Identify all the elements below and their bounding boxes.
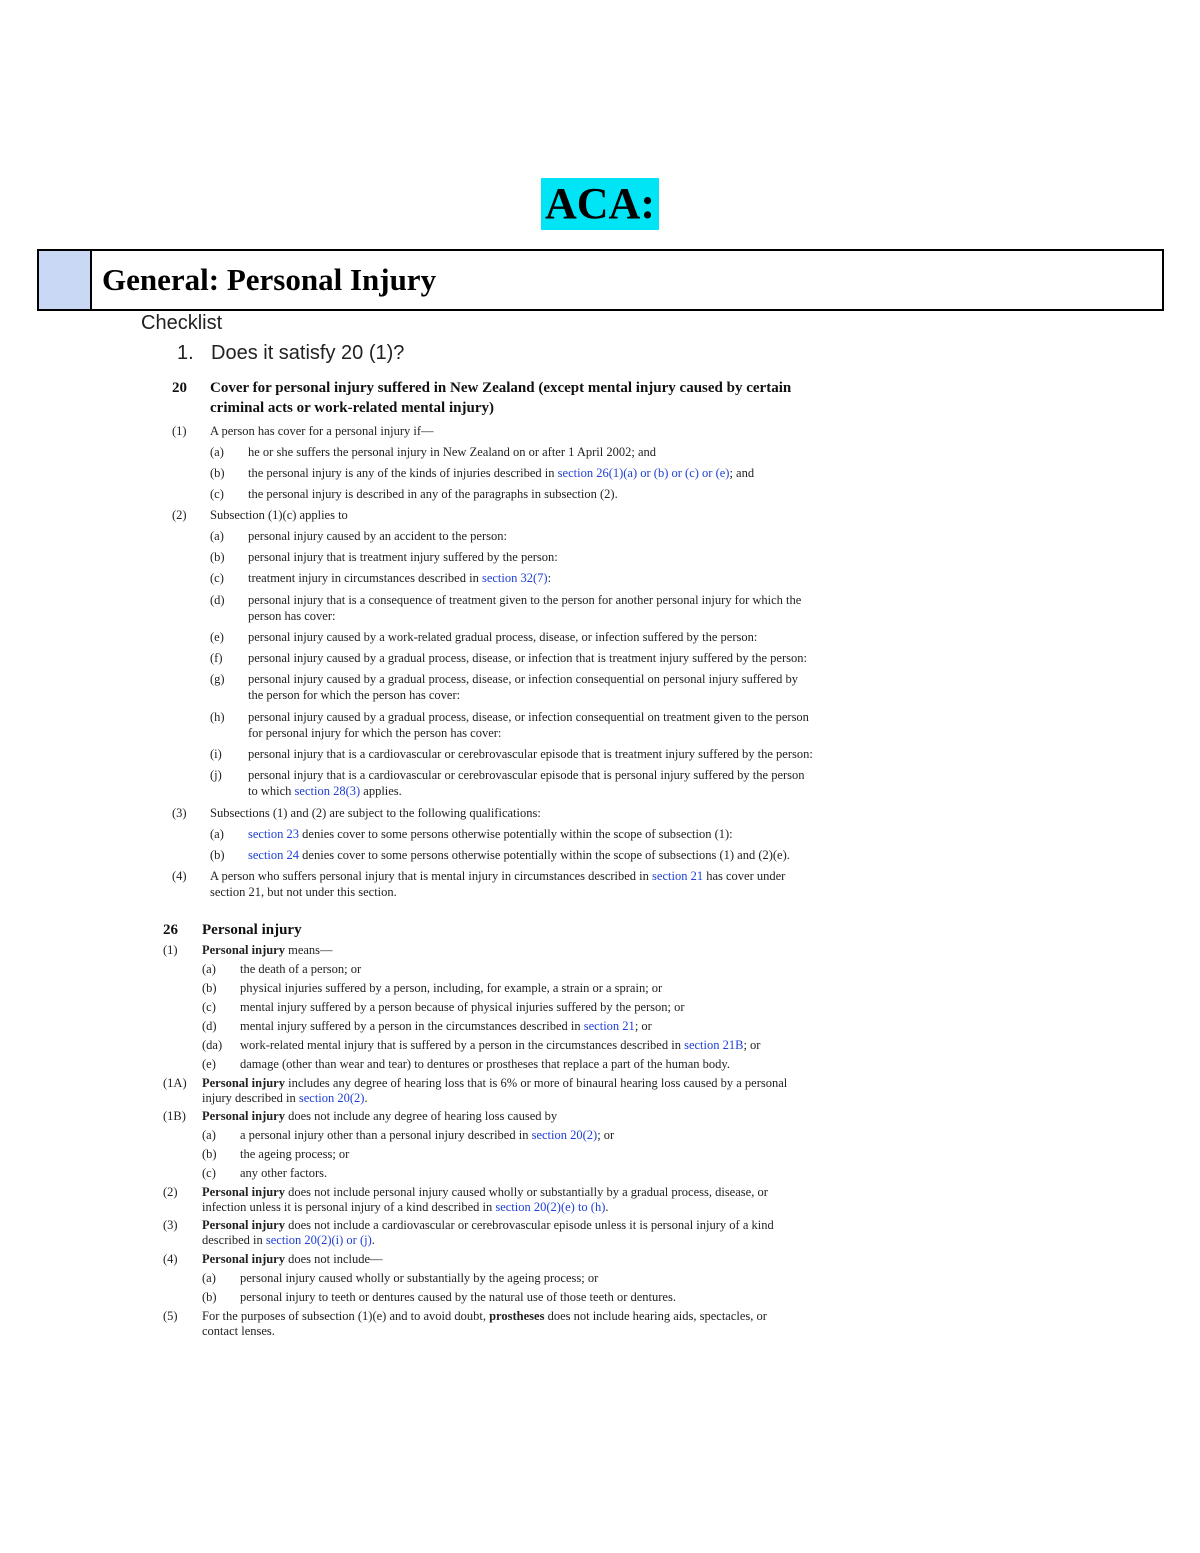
clause-text: he or she suffers the personal injury in New Zealand on or after 1 April 2002; and: [248, 445, 656, 459]
section-title: General: Personal Injury: [102, 262, 437, 297]
clause-text-part: does not include any degree of hearing loss caused by: [284, 1109, 558, 1123]
clause-label: (4): [172, 869, 187, 883]
clause-text-part: denies cover to some persons otherwise potentially within the scope of subsection (1):: [299, 827, 733, 841]
clause-label: (c): [202, 1000, 216, 1014]
section-link[interactable]: section 21B: [684, 1038, 744, 1052]
clause-text: personal injury to teeth or dentures caused by the natural use of those teeth or dentures.: [240, 1290, 676, 1304]
clause-text-part: .: [364, 1091, 368, 1105]
clause-text: personal injury caused by a gradual process, disease, or infection consequential on treatment given to the person: [248, 710, 809, 724]
clause-text-part: infection unless it is personal injury of a kind described in: [202, 1200, 496, 1214]
section-color-swatch: [39, 251, 92, 309]
clause-label: (d): [210, 593, 225, 607]
clause-label: (1A): [163, 1076, 187, 1090]
clause-label: (e): [202, 1057, 216, 1071]
clause-label: (f): [210, 651, 223, 665]
section-link[interactable]: section 24: [248, 848, 300, 862]
clause-text-part: has cover under: [703, 869, 786, 883]
clause-text-part: ; and: [729, 466, 755, 480]
clause-label: (a): [210, 445, 224, 459]
clause-text-part: the personal injury is any of the kinds of injuries described in: [248, 466, 558, 480]
clause-text-part: to which: [248, 784, 295, 798]
section-20-heading-line2: criminal acts or work-related mental injury): [210, 400, 494, 416]
clause-text: any other factors.: [240, 1166, 328, 1180]
clause-label: (b): [210, 848, 225, 862]
checklist-item-text: Does it satisfy 20 (1)?: [211, 342, 405, 364]
section-link[interactable]: section 20(2)(e) to (h): [495, 1200, 606, 1214]
clause-text-part: a personal injury other than a personal injury described in: [240, 1128, 532, 1142]
clause-label: (b): [202, 1290, 217, 1304]
clause-text-part: work-related mental injury that is suffered by a person in the circumstances described in: [240, 1038, 685, 1052]
clause-text-part: means—: [284, 943, 333, 957]
clause-text: [210, 868, 785, 884]
clause-label: (4): [163, 1252, 178, 1266]
clause-text: [248, 465, 754, 481]
clause-text-part: does not include hearing aids, spectacles, or: [544, 1309, 767, 1323]
clause-label: (h): [210, 710, 225, 724]
clause-text-part: mental injury suffered by a person in the circumstances described in: [240, 1019, 584, 1033]
clause-label: (c): [202, 1166, 216, 1180]
section-link[interactable]: section 21: [652, 869, 704, 883]
clause-text: personal injury caused by a work-related gradual process, disease, or infection suffered by the person:: [248, 630, 758, 644]
clause-label: (a): [210, 827, 224, 841]
clause-text: section 21, but not under this section.: [210, 885, 397, 899]
section-20-heading-line1: Cover for personal injury suffered in New Zealand (except mental injury caused by certain: [210, 380, 792, 396]
clause-label: (b): [210, 466, 225, 480]
clause-label: (a): [202, 1128, 216, 1142]
section-link[interactable]: section 28(3): [294, 784, 361, 798]
clause-text: the ageing process; or: [240, 1147, 350, 1161]
section-link[interactable]: section 32(7): [481, 571, 548, 585]
section-header: [37, 249, 1164, 311]
clause-text: the person for which the person has cover:: [248, 688, 461, 702]
section-link[interactable]: section 26(1)(a) or (b) or (c) or (e): [557, 466, 730, 480]
clause-label: (a): [202, 1271, 216, 1285]
clause-label: (3): [163, 1218, 178, 1232]
clause-text-part: does not include personal injury caused wholly or substantially by a gradual process, disease, or: [284, 1185, 768, 1199]
checklist-item-number: 1.: [177, 342, 194, 364]
clause-text-part: ; or: [743, 1038, 761, 1052]
clause-text: personal injury caused by a gradual process, disease, or infection that is treatment injury suffered by the person:: [248, 651, 807, 665]
defined-term: Personal injury: [202, 1218, 285, 1232]
clause-text: A person has cover for a personal injury if—: [210, 424, 434, 438]
defined-term: prostheses: [489, 1309, 545, 1323]
defined-term: Personal injury: [202, 1109, 285, 1123]
defined-term: Personal injury: [202, 1185, 285, 1199]
clause-text-part: :: [547, 571, 552, 585]
clause-text-part: injury described in: [202, 1091, 299, 1105]
clause-text-part: .: [371, 1233, 375, 1247]
section-20-number: 20: [172, 380, 187, 396]
clause-text: for personal injury for which the person has cover:: [248, 726, 502, 740]
clause-text: [240, 1018, 652, 1034]
clause-text: [248, 783, 402, 799]
clause-text: Subsection (1)(c) applies to: [210, 508, 348, 522]
clause-text: [202, 1199, 609, 1215]
clause-text: [202, 1090, 368, 1106]
clause-label: (2): [172, 508, 187, 522]
section-26-heading: Personal injury: [202, 922, 302, 938]
defined-term: Personal injury: [202, 943, 285, 957]
clause-label: (b): [202, 1147, 217, 1161]
clause-text-part: ; or: [597, 1128, 615, 1142]
clause-text: [202, 1075, 787, 1091]
clause-text: personal injury caused by an accident to the person:: [248, 529, 507, 543]
clause-text: Subsections (1) and (2) are subject to the following qualifications:: [210, 806, 541, 820]
clause-text: [248, 826, 733, 842]
clause-text-part: A person who suffers personal injury that is mental injury in circumstances described in: [210, 869, 653, 883]
section-link[interactable]: section 20(2): [531, 1128, 598, 1142]
clause-label: (1): [163, 943, 178, 957]
clause-text: the personal injury is described in any of the paragraphs in subsection (2).: [248, 487, 618, 501]
clause-text: [240, 1127, 614, 1143]
clause-label: (d): [202, 1019, 217, 1033]
clause-label: (c): [210, 487, 224, 501]
clause-text: personal injury that is treatment injury suffered by the person:: [248, 550, 558, 564]
clause-label: (i): [210, 747, 222, 761]
clause-text: personal injury caused by a gradual process, disease, or infection consequential on personal injury suffered by: [248, 672, 798, 686]
clause-label: (a): [202, 962, 216, 976]
clause-text-part: does not include a cardiovascular or cerebrovascular episode unless it is personal injury of a kind: [284, 1218, 774, 1232]
section-link[interactable]: section 20(2)(i) or (j): [265, 1233, 372, 1247]
defined-term: Personal injury: [202, 1252, 285, 1266]
defined-term: Personal injury: [202, 1076, 285, 1090]
clause-label: (a): [210, 529, 224, 543]
clause-label: (j): [210, 768, 222, 782]
checklist-heading: Checklist: [141, 312, 223, 334]
section-link[interactable]: section 21: [583, 1019, 635, 1033]
clause-label: (b): [210, 550, 225, 564]
clause-text: [202, 1217, 774, 1233]
clause-text: [202, 1308, 767, 1324]
clause-text: person has cover:: [248, 609, 336, 623]
document-title: ACA:: [541, 178, 659, 230]
document-title-wrap: [0, 178, 1200, 230]
clause-text: [202, 1232, 375, 1248]
clause-text: [202, 1251, 383, 1267]
clause-text: contact lenses.: [202, 1324, 275, 1338]
clause-label: (c): [210, 571, 224, 585]
clause-label: (1): [172, 424, 187, 438]
clause-label: (1B): [163, 1109, 186, 1123]
clause-text: damage (other than wear and tear) to dentures or prostheses that replace a part of the human body.: [240, 1057, 730, 1071]
clause-text: [240, 1037, 760, 1053]
clause-text: the death of a person; or: [240, 962, 362, 976]
clause-text-part: described in: [202, 1233, 266, 1247]
clause-label: (2): [163, 1185, 178, 1199]
clause-text: physical injuries suffered by a person, including, for example, a strain or a sprain; or: [240, 981, 663, 995]
clause-label: (b): [202, 981, 217, 995]
clause-label: (3): [172, 806, 187, 820]
clause-text: personal injury that is a consequence of treatment given to the person for another personal injury for which the: [248, 593, 802, 607]
clause-label: (g): [210, 672, 225, 686]
section-link[interactable]: section 23: [248, 827, 300, 841]
section-26-number: 26: [163, 922, 178, 938]
clause-text: personal injury caused wholly or substantially by the ageing process; or: [240, 1271, 599, 1285]
clause-text-part: does not include—: [284, 1252, 383, 1266]
clause-text-part: .: [605, 1200, 609, 1214]
clause-text: [248, 570, 551, 586]
clause-text-part: includes any degree of hearing loss that is 6% or more of binaural hearing loss caused by a personal: [284, 1076, 788, 1090]
checklist-item: [177, 342, 404, 365]
clause-text: personal injury that is a cardiovascular or cerebrovascular episode that is treatment injury suffered by the person:: [248, 747, 813, 761]
clause-text-part: denies cover to some persons otherwise potentially within the scope of subsections (1) and (2)(e).: [299, 848, 790, 862]
clause-label: (da): [202, 1038, 223, 1052]
checklist: [141, 312, 405, 364]
clause-text-part: For the purposes of subsection (1)(e) and to avoid doubt,: [202, 1309, 490, 1323]
clause-text: [202, 1184, 768, 1200]
clause-text: [202, 1108, 557, 1124]
section-link[interactable]: section 20(2): [298, 1091, 365, 1105]
clause-text-part: ; or: [634, 1019, 652, 1033]
clause-label: (e): [210, 630, 224, 644]
clause-text-part: treatment injury in circumstances described in: [248, 571, 482, 585]
clause-text: [202, 942, 333, 958]
clause-text: personal injury that is a cardiovascular or cerebrovascular episode that is personal injury suffered by the person: [248, 768, 805, 782]
clause-text: [248, 847, 790, 863]
clause-text: mental injury suffered by a person because of physical injuries suffered by the person; or: [240, 1000, 685, 1014]
clause-label: (5): [163, 1309, 178, 1323]
clause-text-part: applies.: [360, 784, 402, 798]
